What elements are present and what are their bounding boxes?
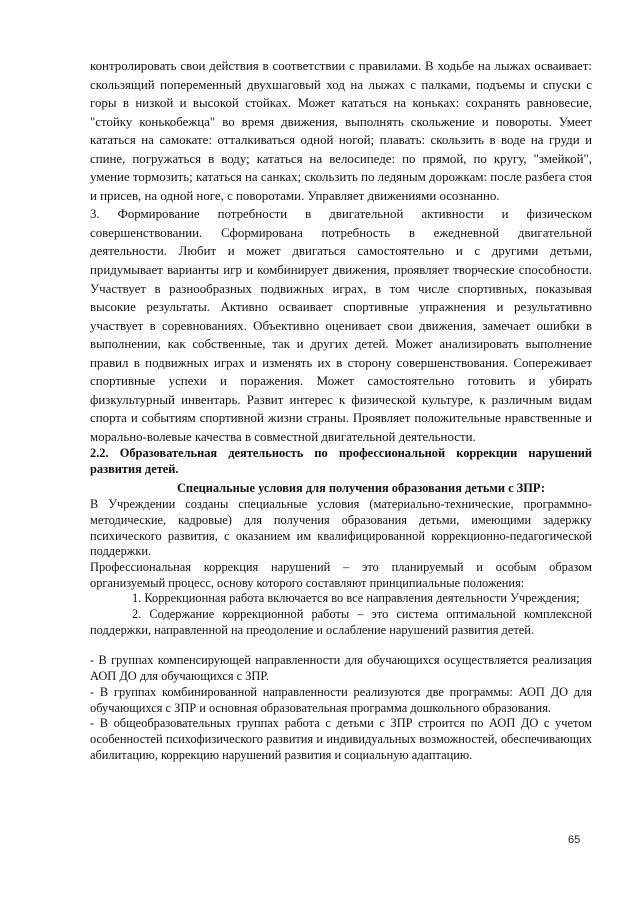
correction-section bbox=[90, 446, 592, 763]
principle-item-2: 2. Содержание коррекционной работы – это система оптимальной комплексной поддержки, направленной на преодоление и ослабление нарушений развития детей. bbox=[90, 607, 592, 637]
principle-item-1: 1. Коррекционная работа включается во все направления деятельности Учреждения; bbox=[132, 591, 580, 606]
page-number: 65 bbox=[568, 834, 581, 846]
section-heading: 2.2. Образовательная деятельность по профессиональной коррекции нарушений развития детей. bbox=[90, 446, 592, 476]
physical-development-text bbox=[90, 57, 592, 446]
paragraph-correction-definition: Профессиональная коррекция нарушений – это планируемый и особым образом организуемый процесс, основу которого составляют принципиальные положения: bbox=[90, 559, 592, 590]
section-subheading: Специальные условия для получения образования детьми с ЗПР: bbox=[176, 481, 546, 496]
bullet-compensating-groups: - В группах компенсирующей направленности для обучающихся осуществляется реализация АОП ДО для обучающихся с ЗПР. bbox=[90, 653, 592, 684]
bullet-combined-groups: - В группах комбинированной направленности реализуются две программы: АОП ДО для обучающихся с ЗПР и основная образовательная программа дошкольного образования. bbox=[90, 684, 592, 715]
bullet-general-groups: - В общеобразовательных группах работа с детьми с ЗПР строится по АОП ДО с учетом особенностей психофизического развития и индивидуальных возможностей, обеспечивающих абилитацию, коррекцию нарушений развития и социальную адаптацию. bbox=[90, 716, 592, 762]
paragraph-motor-activity-need: 3. Формирование потребности в двигательной активности и физическом совершенствовании. Сформирована потребность в ежедневной двигательной деятельности. Любит и может двигаться самостоятельно и с другими детьми, придумывает варианты игр и комбинирует движения, проявляет творческие способности. Участвует в разнообразных подвижных играх, в том числе спортивных, показывая высокие результаты. Активно осваивает спортивные упражнения и результативно участвует в соревнованиях. Объективно оценивает свои движения, замечает ошибки в выполнении, как собственные, так и других детей. Может анализировать выполнение правил в подвижных играх и изменять их в сторону совершенствования. Сопереживает спортивные успехи и поражения. Может самостоятельно готовить и убирать физкультурный инвентарь. Развит интерес к физической культуре, к различным видам спорта и событиям спортивной жизни страны. Проявляет положительные нравственные и морально-волевые качества в совместной двигательной деятельности. bbox=[90, 207, 592, 444]
spacer bbox=[90, 638, 592, 653]
paragraph-skills: контролировать свои действия в соответствии с правилами. В ходьбе на лыжах осваивает: скользящий попеременный двухшаговый ход на лыжах с палками, подъемы и спуски с горы в низкой и высокой стойках. Может кататься на коньках: сохранять равновесие, "стойку конькобежца" во время движения, выполнять скольжение и повороты. Умеет кататься на самокате: отталкиваться одной ногой; плавать: скользить в воде на груди и спине, погружаться в воду; кататься на велосипеде: по прямой, по кругу, "змейкой", умение тормозить; кататься на санках; скользить по ледяным дорожкам: после разбега стоя и присев, на одной ноге, с поворотами. Управляет движениями осознанно. bbox=[90, 59, 592, 203]
paragraph-special-conditions: В Учреждении созданы специальные условия (материально-технические, программно-методические, кадровые) для получения образования детьми, имеющими задержку психического развития, с оказанием им квалифицированной коррекционно-педагогической поддержки. bbox=[90, 497, 592, 559]
